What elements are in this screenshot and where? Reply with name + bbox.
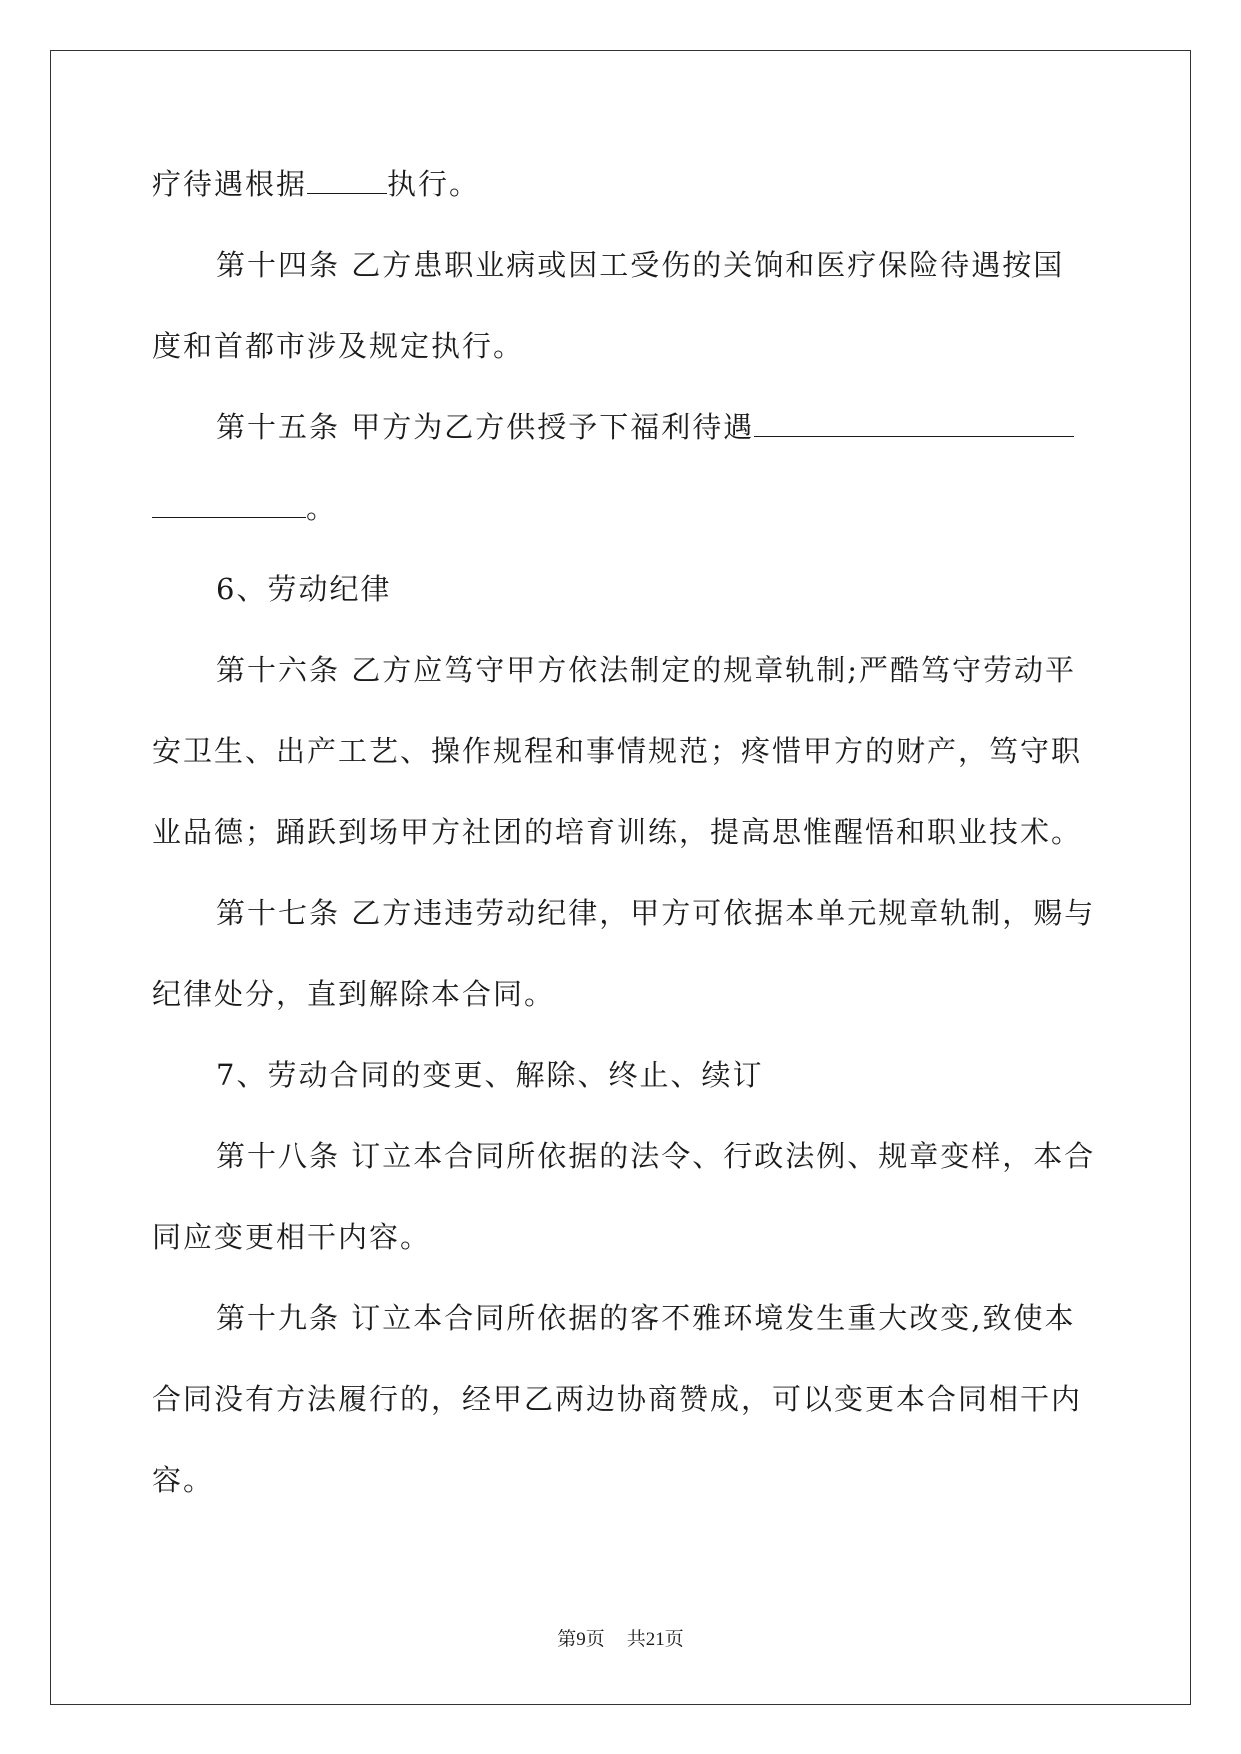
line-text: 执行。 <box>387 167 481 201</box>
article-15-line-1 <box>152 403 1092 484</box>
article-14-line-1 <box>152 241 1092 322</box>
section-title: 6、劳动纪律 <box>216 572 392 606</box>
line-text: 同应变更相干内容。 <box>152 1220 432 1254</box>
article-14-line-2 <box>152 322 1092 403</box>
line-text: 容。 <box>152 1463 215 1497</box>
line-text: 。 <box>306 491 338 525</box>
page-footer <box>0 1624 1241 1651</box>
footer-page-suffix: 页 <box>585 1628 605 1650</box>
text-line <box>152 160 1092 241</box>
article-18-line-1 <box>152 1132 1096 1213</box>
line-text: 安卫生、出产工艺、操作规程和事情规范；疼惜甲方的财产，笃守职 <box>152 734 1083 768</box>
footer-total-prefix: 共 <box>626 1628 646 1650</box>
section-title: 7、劳动合同的变更、解除、终止、续订 <box>216 1058 764 1092</box>
line-text: 合同没有方法履行的，经甲乙两边协商赞成，可以变更本合同相干内 <box>152 1382 1083 1416</box>
fill-blank <box>152 487 306 518</box>
line-text: 第十七条 乙方违违劳动纪律，甲方可依据本单元规章轨制，赐与 <box>216 896 1096 930</box>
article-17-line-1 <box>152 889 1096 970</box>
section-heading-7 <box>152 1051 1092 1132</box>
total-pages: 21 <box>645 1629 665 1650</box>
fill-blank <box>754 406 1074 437</box>
article-19-line-3 <box>152 1456 1092 1537</box>
article-16-line-1 <box>152 646 1092 727</box>
article-16-line-3 <box>152 808 1092 889</box>
line-text: 第十四条 乙方患职业病或因工受伤的关饷和医疗保险待遇按国 <box>216 248 1065 282</box>
line-text: 业品德；踊跃到场甲方社团的培育训练，提高思惟醒悟和职业技术。 <box>152 815 1083 849</box>
document-body <box>152 160 1096 1537</box>
line-text: 第十八条 订立本合同所依据的法令、行政法例、规章变样，本合 <box>216 1139 1096 1173</box>
article-16-line-2 <box>152 727 1092 808</box>
article-15-line-2 <box>152 484 1092 565</box>
page-number: 9 <box>576 1629 586 1650</box>
footer-page-prefix: 第 <box>557 1628 577 1650</box>
article-19-line-1 <box>152 1294 1092 1375</box>
line-text: 度和首都市涉及规定执行。 <box>152 329 525 363</box>
line-text: 第十五条 甲方为乙方供授予下福利待遇 <box>216 410 755 444</box>
section-heading-6 <box>152 565 1092 646</box>
line-text: 第十九条 订立本合同所依据的客不雅环境发生重大改变,致使本 <box>216 1301 1076 1335</box>
article-17-line-2 <box>152 970 1092 1051</box>
line-text: 纪律处分，直到解除本合同。 <box>152 977 556 1011</box>
fill-blank <box>307 163 387 194</box>
article-18-line-2 <box>152 1213 1092 1294</box>
footer-total-suffix: 页 <box>664 1628 684 1650</box>
article-19-line-2 <box>152 1375 1092 1456</box>
line-text: 第十六条 乙方应笃守甲方依法制定的规章轨制;严酷笃守劳动平 <box>216 653 1076 687</box>
line-text: 疗待遇根据 <box>152 167 308 201</box>
